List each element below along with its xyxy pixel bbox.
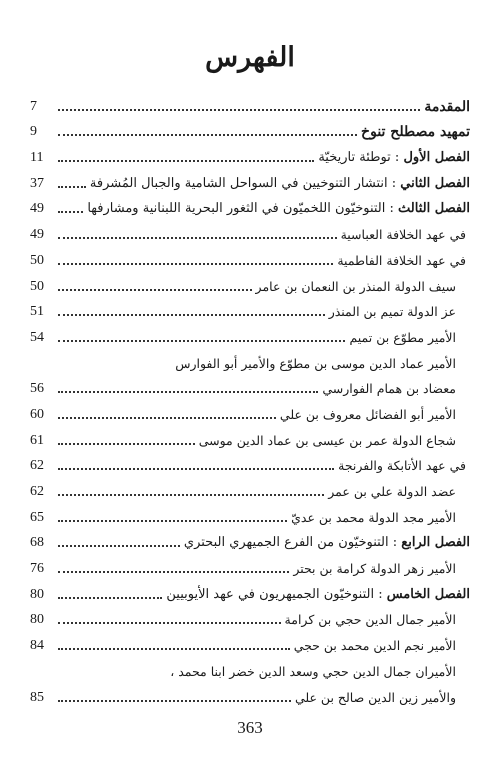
toc-entry-title (252, 278, 456, 296)
toc-entry-title (318, 380, 456, 398)
toc-page-number: 85 (30, 689, 44, 705)
toc-entry-text: شجاع الدولة عمر بن عيسى بن عماد الدين موسى (198, 432, 456, 448)
toc-page-number: 51 (30, 304, 44, 320)
dot-leader (58, 622, 281, 624)
toc-entry-title (333, 252, 466, 270)
toc-page-number: 56 (30, 381, 44, 397)
toc-entry-title (291, 689, 456, 707)
toc-entry-title (420, 98, 470, 116)
toc-page-number: 7 (30, 98, 37, 114)
toc-entry (30, 218, 470, 244)
toc-entry (30, 552, 470, 578)
toc-entry-text: الأمير أبو الفضائل معروف بن علي (279, 406, 456, 422)
dot-leader (58, 340, 345, 342)
toc-page-number: 76 (30, 561, 44, 577)
chapter-label: الفصل الرابع (401, 535, 470, 551)
dot-leader (58, 494, 324, 496)
dot-leader (58, 314, 325, 316)
toc-entry-text: : انتشار التنوخيين في السواحل الشامية والجبال المُشرفة (89, 175, 397, 191)
dot-leader (58, 443, 195, 445)
toc-entry (30, 424, 470, 450)
dot-leader (58, 109, 420, 111)
toc-entry-title (195, 432, 456, 450)
toc-entry-text: معضاد بن همام الفوارسي (322, 381, 456, 397)
toc-page-number: 37 (30, 175, 44, 191)
toc-entry-title (337, 226, 466, 244)
chapter-label: الفصل الثالث (398, 201, 470, 217)
toc-entry-text: : التنوخيّون الجميهريون في عهد الأيوبيين (166, 586, 383, 602)
toc-entry (30, 655, 470, 681)
toc-entry (30, 244, 470, 270)
toc-page-number: 60 (30, 406, 44, 422)
toc-entry (30, 347, 470, 373)
toc-entry-title (345, 329, 456, 347)
toc-page-number: 9 (30, 124, 37, 140)
dot-leader (58, 263, 333, 265)
toc-entry (30, 167, 470, 193)
toc-entry-text: الأمير نجم الدين محمد بن حجي (293, 638, 456, 654)
toc-entry-title (162, 586, 470, 604)
toc-page-number: 49 (30, 227, 44, 243)
toc-entry-title (86, 175, 470, 193)
toc-entry-title (325, 303, 456, 321)
toc-page-number: 84 (30, 638, 44, 654)
chapter-label: الفصل الخامس (386, 586, 470, 602)
toc-entry-text: : التنوخيّون من الفرع الجميهري البحتري (183, 535, 398, 551)
dot-leader (58, 417, 276, 419)
page-number: 363 (237, 718, 263, 737)
toc-entry-text: في عهد الخلافة العباسية (340, 227, 466, 243)
toc-entry-title (166, 663, 456, 681)
toc-entry-text: : توطئة تاريخيّة (318, 150, 400, 166)
toc-entry-title (314, 149, 470, 167)
toc-entry-title (334, 457, 466, 475)
toc-page-number: 62 (30, 484, 44, 499)
chapter-label: الفصل الثاني (400, 175, 470, 191)
toc-entry-text: في عهد الأتابكة والفرنجة (338, 458, 466, 474)
toc-entry (30, 475, 470, 501)
toc-page-number: 50 (30, 252, 44, 268)
toc-entry-text: والأمير زين الدين صالح بن علي (294, 689, 456, 705)
toc-entry-title (180, 534, 470, 552)
dot-leader (58, 391, 318, 393)
toc-page-number: 80 (30, 612, 44, 628)
toc-entry-title (171, 355, 456, 373)
toc-entry (30, 629, 470, 655)
dot-leader (58, 597, 162, 599)
toc-entry (30, 296, 470, 322)
page-title: الفهرس (205, 42, 295, 73)
dot-leader (58, 134, 357, 136)
dot-leader (58, 520, 287, 522)
toc-entry-text: سيف الدولة المنذر بن النعمان بن عامر (255, 278, 456, 294)
dot-leader (58, 211, 83, 213)
dot-leader (58, 186, 86, 188)
toc-page-number: 49 (30, 201, 44, 217)
toc-entry (30, 681, 470, 707)
toc-page-number: 80 (30, 586, 44, 602)
dot-leader (58, 237, 337, 239)
toc-entry-title (289, 560, 456, 578)
toc-entry-text: عز الدولة تميم بن المنذر (328, 304, 456, 320)
toc-page-number: 61 (30, 432, 44, 448)
toc-entry (30, 270, 470, 296)
toc-entry-title (287, 509, 456, 527)
toc-entry-title (276, 406, 456, 424)
toc-entry (30, 193, 470, 219)
dot-leader (58, 571, 289, 573)
toc-entry (30, 321, 470, 347)
toc-entry-title (281, 611, 456, 629)
toc-entry-title (357, 123, 470, 141)
toc-entry (30, 501, 470, 527)
toc-entry-text: تمهيد مصطلح تنوخ (361, 124, 470, 141)
toc-entry (30, 527, 470, 553)
toc-entry-text: : التنوخيّون اللخميّون في الثغور البحرية اللبنانية ومشارفها (87, 201, 394, 217)
toc-entry (30, 116, 470, 142)
toc-entry (30, 373, 470, 399)
toc-page-number: 54 (30, 329, 44, 345)
dot-leader (58, 700, 291, 702)
toc-entry-text: الأمير مطوّع بن تميم (349, 329, 456, 345)
toc-entry (30, 398, 470, 424)
dot-leader (58, 648, 290, 650)
toc-entry-text: الأمير مجد الدولة محمد بن عديّ (291, 509, 456, 525)
toc-entry (30, 604, 470, 630)
dot-leader (58, 289, 252, 291)
dot-leader (58, 468, 334, 470)
toc-entry-text: في عهد الخلافة الفاطمية (337, 252, 466, 268)
toc-entry (30, 578, 470, 604)
toc-entry-text: الأمير جمال الدين حجي بن كرامة (284, 612, 456, 628)
toc-entry-title (83, 200, 470, 218)
toc-page-number: 11 (30, 150, 44, 166)
toc-entry-text: الأميران جمال الدين حجي وسعد الدين خضر ابنا محمد ، (170, 663, 456, 679)
chapter-label: الفصل الأول (403, 150, 470, 166)
toc-entry-text: عضد الدولة علي بن عمر (328, 484, 456, 499)
table-of-contents (30, 90, 470, 707)
toc-entry-text: الأمير عماد الدين موسى بن مطوّع والأمير أبو الفوارس (175, 355, 456, 371)
toc-entry (30, 450, 470, 476)
toc-entry (30, 90, 470, 116)
toc-page-number: 62 (30, 458, 44, 474)
toc-entry (30, 141, 470, 167)
toc-page-number: 65 (30, 509, 44, 525)
dot-leader (58, 160, 314, 162)
toc-entry-title (290, 637, 456, 655)
toc-entry-text: المقدمة (424, 98, 470, 115)
dot-leader (58, 545, 180, 547)
toc-entry-title (324, 483, 456, 501)
toc-page-number: 50 (30, 278, 44, 294)
toc-entry-text: الأمير زهر الدولة كرامة بن بحتر (293, 561, 456, 577)
toc-page-number: 68 (30, 535, 44, 551)
